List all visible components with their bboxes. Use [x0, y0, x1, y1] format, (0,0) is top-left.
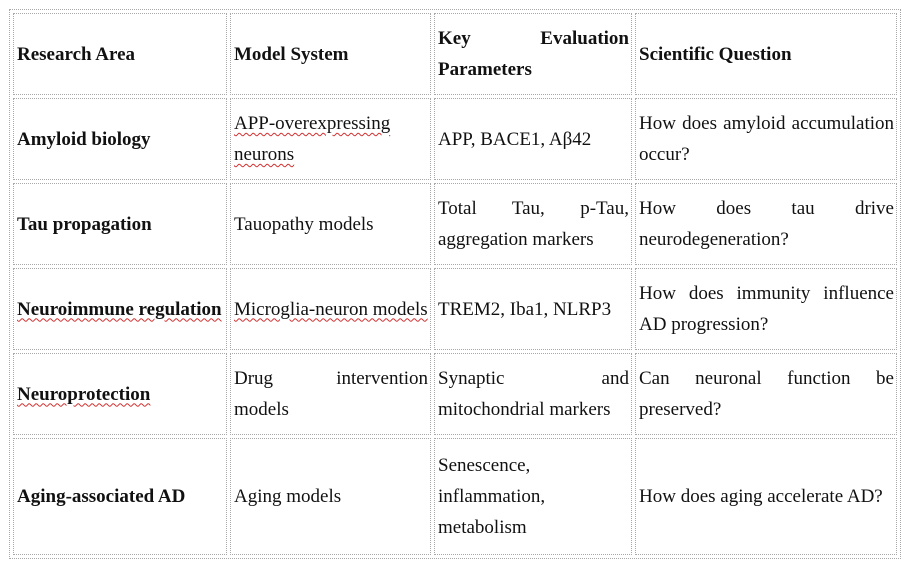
- cell-research-area: Aging-associated AD: [13, 438, 227, 555]
- header-model-system: Model System: [230, 13, 431, 95]
- cell-scientific-question: How does amyloid accumulation occur?: [635, 98, 897, 180]
- cell-scientific-question: How does tau drive neurodegeneration?: [635, 183, 897, 265]
- table-wrapper: [9, 9, 901, 559]
- cell-research-area: Neuroprotection: [13, 353, 227, 435]
- research-table: [9, 9, 901, 559]
- cell-key-parameters: Synaptic and mitochondrial markers: [434, 353, 632, 435]
- cell-model-system: Microglia-neuron models: [230, 268, 431, 350]
- header-scientific-question: Scientific Question: [635, 13, 897, 95]
- table-row: [13, 268, 897, 350]
- header-research-area: Research Area: [13, 13, 227, 95]
- table-row: [13, 353, 897, 435]
- cell-model-system: Tauopathy models: [230, 183, 431, 265]
- cell-model-system: Aging models: [230, 438, 431, 555]
- table-row: [13, 183, 897, 265]
- header-key-evaluation-parameters: [434, 13, 632, 95]
- cell-model-system: Drug intervention models: [230, 353, 431, 435]
- cell-model-system: APP-overexpressing neurons: [230, 98, 431, 180]
- cell-key-parameters: Total Tau, p-Tau, aggregation markers: [434, 183, 632, 265]
- cell-key-parameters: APP, BACE1, Aβ42: [434, 98, 632, 180]
- cell-scientific-question: How does aging accelerate AD?: [635, 438, 897, 555]
- header-parameters-word: Parameters: [438, 59, 532, 80]
- header-row: [13, 13, 897, 95]
- cell-key-parameters: Senescence, inflammation, metabolism: [434, 438, 632, 555]
- cell-research-area: Amyloid biology: [13, 98, 227, 180]
- header-key-word: Key: [438, 28, 471, 49]
- header-evaluation-word: Evaluation: [540, 28, 629, 49]
- cell-key-parameters: TREM2, Iba1, NLRP3: [434, 268, 632, 350]
- table-row: [13, 98, 897, 180]
- cell-scientific-question: Can neuronal function be preserved?: [635, 353, 897, 435]
- table-row: [13, 438, 897, 555]
- cell-scientific-question: How does immunity influence AD progression?: [635, 268, 897, 350]
- cell-research-area: Tau propagation: [13, 183, 227, 265]
- cell-research-area: Neuroimmune regulation: [13, 268, 227, 350]
